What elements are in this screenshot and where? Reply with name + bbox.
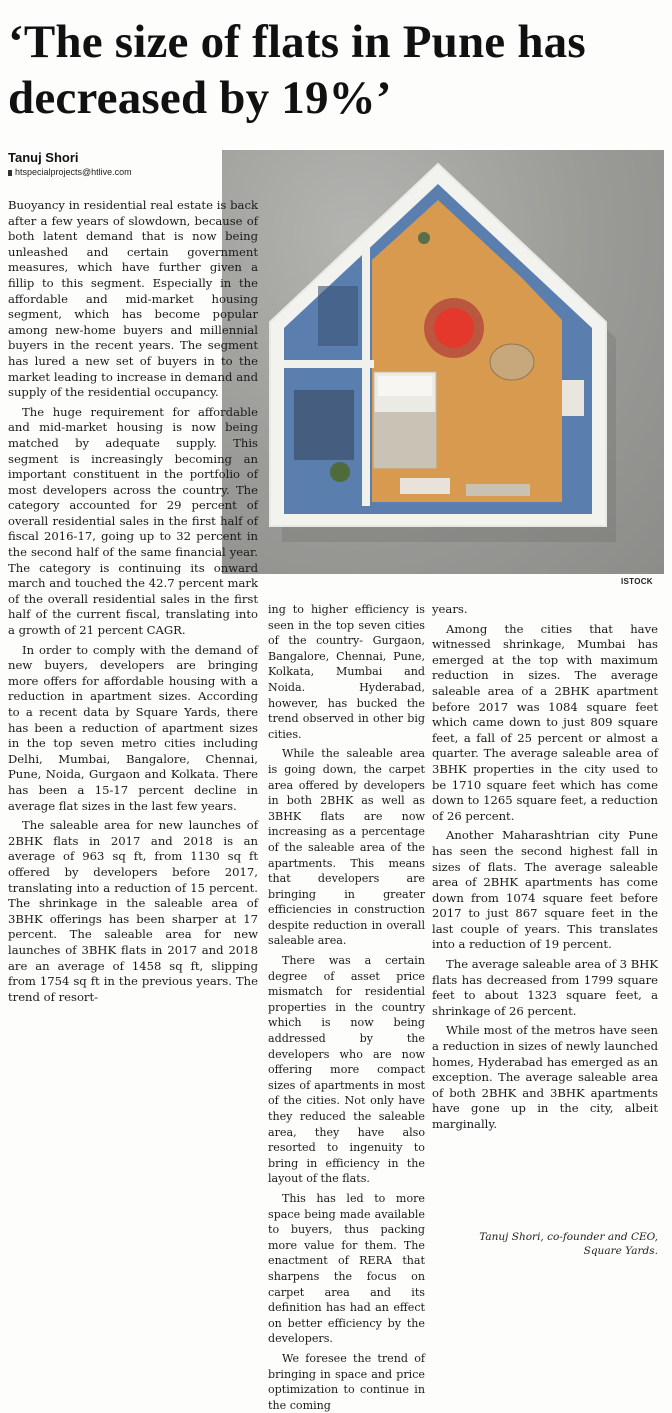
paragraph: The huge requirement for affordable and mid-market housing is now being matched by adequate supply. This segment is increasingly becoming an important constituent in the portfolio of most developers across the country. The category accounted for 29 percent of overall residential sales in the first half of fiscal 2016-17, going up to 32 percent in the second half of the same financial year. The category is continuing its onward march and touched the 42.7 percent mark of the overall residential sales in the first half of the current fiscal, translating into a growth of 21 percent CAGR. <box>8 404 258 638</box>
paragraph: The saleable area for new launches of 2BHK flats in 2017 and 2018 is an average of 963 sq ft, from 1130 sq ft offered by developers before 2017, translating into a reduction of 15 percent. The shrinkage in the saleable area of 3BHK offerings has been sharper at 17 percent. The saleable area for new launches of 3BHK flats in 2017 and 2018 are an average of 1458 sq ft, slipping from 1754 sq ft in the previous years. The trend of resort- <box>8 818 258 1004</box>
paragraph: While the saleable area is going down, the carpet area offered by developers in both 2BHK as well as 3BHK flats are now increasing as a percentage of the saleable area of the apartments. This means that developers are bringing in greater efficiencies in construction despite reduction in overall saleable area. <box>268 747 425 948</box>
headline: ‘The size of flats in Pune has decreased by 19%’ <box>8 16 586 124</box>
article-column-1 <box>8 198 258 1266</box>
paragraph: Another Maharashtrian city Pune has seen the second highest fall in sizes of flats. The average saleable area of 2BHK apartments has come down from 1074 square feet before 2017 to just 867 square feet in the last couple of years. This translates into a reduction of 19 percent. <box>432 828 658 952</box>
house-illustration <box>222 150 664 574</box>
paragraph: While most of the metros have seen a reduction in sizes of newly launched homes, Hyderabad has emerged as an exception. The average saleable area of both 2BHK and 3BHK apartments have gone up in the city, albeit marginally. <box>432 1023 658 1131</box>
article-column-3 <box>432 602 658 1242</box>
paragraph: There was a certain degree of asset price mismatch for residential properties in the country which is now being addressed by the developers who are now offering more compact sizes of apartments in most of the cities. Not only have they reduced the saleable area, they have also resorted to ingenuity to bring in efficiency in the layout of the flats. <box>268 954 425 1186</box>
paragraph: Buoyancy in residential real estate is back after a few years of slowdown, because of both latent demand that is now being unleashed and certain government measures, which have further given a fillip to this segment. Especially in the affordable and mid-market housing segment, which has become popular among new-home buyers and millennial buyers in the recent years. The segment has lured a new set of buyers in to the market leading to increase in demand and supply of the residential occupancy. <box>8 198 258 400</box>
paragraph: ing to higher efficiency is seen in the top seven cities of the country- Gurgaon, Bangalore, Chennai, Pune, Kolkata, Mumbai and Noida. Hyderabad, however, has bucked the trend observed in other big cities. <box>268 603 425 741</box>
paragraph: In order to comply with the demand of new buyers, developers are bringing more offers for affordable housing with a reduction in apartment sizes. According to a recent data by Square Yards, there has been a reduction of apartment sizes in the top seven metro cities including Delhi, Mumbai, Bangalore, Chennai, Pune, Noida, Gurgaon and Kolkata. There has been a 15-17 percent decline in average flat sizes in the last few years. <box>8 642 258 813</box>
byline: Tanuj Shori <box>8 150 79 165</box>
paragraph: This has led to more space being made available to buyers, thus packing more value for them. The enactment of RERA that sharpens the focus on carpet area and its definition has had an effect on better efficiency by the developers. <box>268 1191 425 1346</box>
author-email-text: htspecialprojects@htlive.com <box>15 167 132 177</box>
author-email <box>8 167 132 177</box>
paragraph: years. <box>432 602 468 616</box>
paragraph: Among the cities that have witnessed shrinkage, Mumbai has emerged at the top with maximum reduction in sizes. The average saleable area of a 2BHK apartment before 2017 was 1084 square feet which came down to just 809 square feet, a fall of 25 percent or almost a quarter. The average saleable area of 3BHK properties in the city used to be 1710 square feet which has come down to 1265 square feet, a reduction of 26 percent. <box>432 621 658 823</box>
house-interior-illustration <box>222 150 664 574</box>
article-column-2 <box>268 602 425 1412</box>
signoff-line-2: Square Yards. <box>583 1245 658 1257</box>
bullet-icon <box>8 170 12 176</box>
author-signoff <box>440 1230 658 1258</box>
signoff-line-1: Tanuj Shori, co-founder and CEO, <box>479 1231 658 1243</box>
photo-credit: ISTOCK <box>621 577 653 586</box>
paragraph: The average saleable area of 3 BHK flats has decreased from 1799 square feet to about 1323 square feet, a shrinkage of 26 percent. <box>432 957 658 1018</box>
paragraph: We foresee the trend of bringing in space and price optimization to continue in the coming <box>268 1351 425 1412</box>
